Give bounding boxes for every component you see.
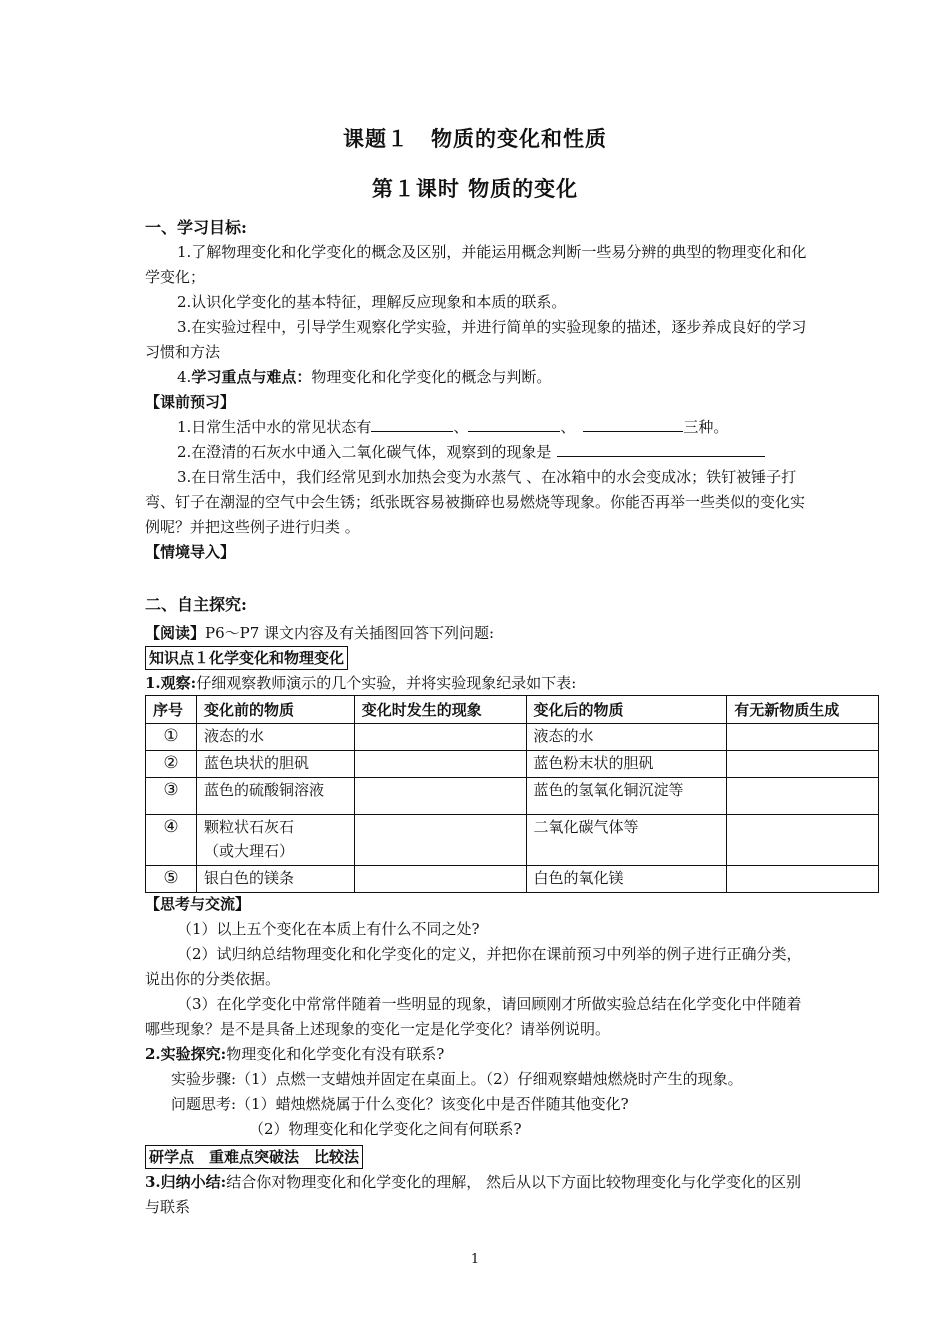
row-phenomenon-cell[interactable] (354, 778, 526, 815)
header-phenomenon: 变化时发生的现象 (354, 696, 526, 724)
goal-4-label: 学习重点与难点： (191, 368, 312, 386)
think-q3: （3）在化学变化中常常伴随着一些明显的现象，请回顾刚才所做实验总结在化学变化中伴随着哪些现象？是不是具备上述现象的变化一定是化学变化？请举例说明。 (145, 995, 802, 1038)
row-after: 二氧化碳气体等 (526, 815, 727, 866)
row-before-line1: 颗粒状石灰石 (203, 818, 294, 836)
header-after: 变化后的物质 (526, 696, 727, 724)
row-before: 蓝色块状的胆矾 (196, 751, 354, 778)
table-row (146, 778, 879, 815)
row-num: ④ (146, 815, 197, 866)
row-phenomenon-cell[interactable] (354, 815, 526, 866)
observe-line (145, 671, 810, 696)
table-header-row (146, 696, 879, 724)
preview-q1-text: 1.日常生活中水的常见状态有 (177, 418, 372, 436)
row-after: 液态的水 (526, 724, 727, 751)
think-heading: 【思考与交流】 (145, 895, 251, 913)
header-before: 变化前的物质 (196, 696, 354, 724)
objectives-heading: 一、学习目标: (145, 218, 247, 237)
header-num: 序号 (146, 696, 197, 724)
blank-state-3[interactable] (583, 417, 683, 432)
row-phenomenon-cell[interactable] (354, 751, 526, 778)
row-phenomenon-cell[interactable] (354, 866, 526, 893)
header-new-substance: 有无新物质生成 (727, 696, 879, 724)
row-num: ③ (146, 778, 197, 815)
intro-heading: 【情境导入】 (145, 543, 236, 561)
row-phenomenon-cell[interactable] (354, 724, 526, 751)
experiment-line (145, 1042, 810, 1067)
observe-label: 1.观察: (145, 674, 197, 692)
row-new-cell[interactable] (727, 815, 879, 866)
explore-section (145, 592, 810, 696)
knowledge-point-1-box: 知识点１化学变化和物理变化 (145, 646, 348, 670)
experiment-question-b: （2）物理变化和化学变化之间有何联系? (249, 1120, 522, 1138)
table-row (146, 724, 879, 751)
preview-q3: 3.在日常生活中，我们经常见到水加热会变为水蒸气 、在冰箱中的水会变成冰；铁钉被锤子打弯、钉子在潮湿的空气中会生锈；纸张既容易被撕碎也易燃烧等现象。你能否再举一些类似的变化实例呢？并把这些例子进行归类 。 (145, 468, 806, 536)
row-num: ① (146, 724, 197, 751)
preview-q1 (145, 415, 810, 440)
row-before: 银白色的镁条 (196, 866, 354, 893)
read-line (145, 621, 810, 646)
think-q2: （2）试归纳总结物理变化和化学变化的定义，并把你在课前预习中列举的例子进行正确分类，说出你的分类依据。 (145, 945, 802, 988)
row-num: ② (146, 751, 197, 778)
blank-state-1[interactable] (371, 417, 453, 432)
goal-2: 2.认识化学变化的基本特征，理解反应现象和本质的联系。 (177, 293, 567, 311)
goal-3: 3.在实验过程中，引导学生观察化学实验，并进行简单的实验现象的描述，逐步养成良好的学习习惯和方法 (145, 318, 807, 361)
row-before (196, 815, 354, 866)
summary-paragraph (145, 1170, 810, 1220)
row-after: 蓝色的氢氧化铜沉淀等 (526, 778, 727, 815)
preview-q1-end: 三种。 (683, 418, 729, 436)
row-num: ⑤ (146, 866, 197, 893)
row-new-cell[interactable] (727, 751, 879, 778)
goal-4-num: 4. (177, 368, 192, 386)
read-label: 【阅读】 (145, 624, 206, 642)
table-row (146, 866, 879, 893)
summary-label: 3.归纳小结: (145, 1173, 227, 1191)
row-after: 蓝色粉末状的胆矾 (526, 751, 727, 778)
observation-table (145, 695, 879, 893)
row-before: 液态的水 (196, 724, 354, 751)
goal-1: 1.了解物理变化和化学变化的概念及区别，并能运用概念判断一些易分辨的典型的物理变化和化学变化； (145, 243, 807, 286)
preview-q1-sep2: 、 (560, 418, 576, 436)
study-method-box: 研学点 重难点突破法 比较法 (145, 1145, 363, 1169)
preview-section (145, 390, 810, 565)
table-row (146, 751, 879, 778)
blank-phenomenon[interactable] (557, 442, 765, 457)
experiment-steps: 实验步骤:（1）点燃一支蜡烛并固定在桌面上。（2）仔细观察蜡烛燃烧时产生的现象。 (171, 1070, 743, 1088)
row-after: 白色的氧化镁 (526, 866, 727, 893)
think-section (145, 892, 810, 1220)
row-new-cell[interactable] (727, 724, 879, 751)
goal-4-text: 物理变化和化学变化的概念与判断。 (311, 368, 552, 386)
preview-q2 (145, 440, 810, 465)
experiment-question-a: 问题思考:（1）蜡烛燃烧属于什么变化？该变化中是否伴随其他变化? (171, 1095, 629, 1113)
summary-text: 结合你对物理变化和化学变化的理解， 然后从以下方面比较物理变化与化学变化的区别与联系 (145, 1173, 801, 1216)
row-before: 蓝色的硫酸铜溶液 (196, 778, 354, 815)
row-new-cell[interactable] (727, 778, 879, 815)
page-title: 课题１ 物质的变化和性质 (343, 126, 607, 151)
page-number: 1 (470, 1252, 480, 1267)
row-new-cell[interactable] (727, 866, 879, 893)
preview-q2-text: 2.在澄清的石灰水中通入二氧化碳气体，观察到的现象是 (177, 443, 552, 461)
read-text: P6～P7 课文内容及有关插图回答下列问题: (205, 624, 495, 642)
lesson-subtitle: 第１课时 物质的变化 (371, 176, 579, 201)
blank-state-2[interactable] (468, 417, 560, 432)
preview-q1-sep1: 、 (453, 418, 469, 436)
explore-heading: 二、自主探究: (145, 595, 247, 614)
study-box-line (145, 1145, 810, 1170)
row-before-line2: （或大理石） (203, 842, 294, 860)
objectives-section (145, 215, 810, 390)
observe-text: 仔细观察教师演示的几个实验，并将实验现象纪录如下表: (196, 674, 577, 692)
experiment-text: 物理变化和化学变化有没有联系? (226, 1045, 445, 1063)
think-q1: （1）以上五个变化在本质上有什么不同之处? (177, 920, 480, 938)
knowledge-point-1-line (145, 646, 810, 671)
preview-heading: 【课前预习】 (145, 393, 236, 411)
table-row (146, 815, 879, 866)
goal-4 (145, 365, 810, 390)
experiment-label: 2.实验探究: (145, 1045, 227, 1063)
